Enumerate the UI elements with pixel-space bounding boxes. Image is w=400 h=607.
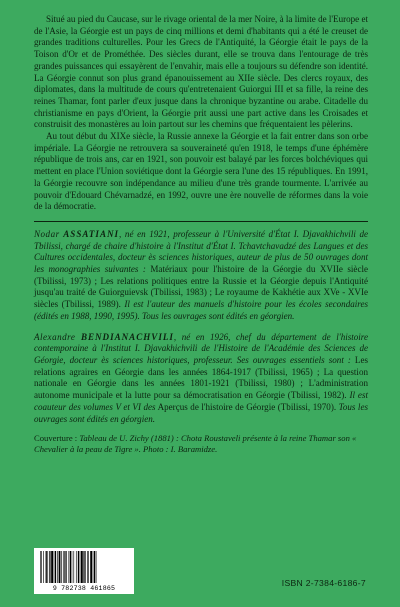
cover-credit-label: Couverture :	[34, 433, 78, 444]
author-bio-works-2: Aperçus de l'histoire de Géorgie (Tbilissi, 1970).	[155, 401, 337, 412]
author-surname: BENDIANACHVILI	[80, 331, 174, 342]
author-bio-works: Les relations agraires en Géorgie dans les années 1864-1917 (Tbilissi, 1965) ; La question nationale en Géorgie dans les années 1801-1921 (Tbilissi, 1980) ; L'administration autonome municipale et la lutte pour sa démocratisation en Géorgie (Tbilissi, 1982).	[34, 354, 368, 401]
author-bio-lead: , né en 1921, professeur à l'Université d'État I. Djavakhichvili de Tbilissi, chargé de chaire d'histoire à l'Institut d'État I. Tchavtchavadzé des Langues et des Cultures occidentales, docteur ès sciences historiques, auteur de plus de 50 ouvrages dont les monographies suivantes :	[34, 228, 369, 275]
author-bio-tail: Il est coauteur des volumes V et VI des	[34, 390, 368, 412]
intro-paragraph-2: Au tout début du XIXe siècle, la Russie annexe la Géorgie et la fait entrer dans son orbe impériale. La Géorgie ne retrouvera sa souveraineté qu'en 1918, le temps d'une éphémère république de trois ans, car en 1921, son pouvoir est balayé par les forces bolchéviques qui mettent en place l'Union soviétique dont la Géorgie sera l'une des 15 républiques. En 1991, la Géorgie recouvre son indépendance au milieu d'une très grande tourmente. L'arrivée au pouvoir d'Edouard Chévarnadzé, en 1992, ouvre une ère nouvelle de réformes dans la voie de la démocratie.	[34, 131, 368, 212]
author-firstname: Nodar	[34, 228, 60, 239]
intro-paragraph-1: Situé au pied du Caucase, sur le rivage oriental de la mer Noire, à la limite de l'Europe et de l'Asie, la Géorgie est un pays de cinq millions et demi d'habitants qui a été le creuset de grandes traditions culturelles. Pour les Grecs de l'Antiquité, la Géorgie était le pays de la Toison d'Or et de Prométhée. Des siècles durant, elle se trouva dans l'entourage de très grandes puissances qui essayèrent de l'envahir, mais elle a toujours su défendre son identité. La Géorgie connut son plus grand épanouissement au XIIe siècle. Des clercs royaux, des diplomates, dans la multitude de cours qu'entretenaient Guiorgui III et sa fille, la reine des reines Thamar, font parler d'eux jusque dans la chronique byzantine ou arabe. Citadelle du christianisme en pays d'Orient, la Géorgie prit aussi une part active dans les Croisades et construisit des monastères au loin partout sur les chemins que fréquentaient les pèlerins.	[34, 14, 368, 130]
barcode	[34, 548, 134, 594]
author-bio-bendianachvili	[34, 332, 368, 426]
barcode-digits: 9 782738 461865	[52, 585, 116, 592]
isbn-number: ISBN 2-7384-6186-7	[281, 578, 366, 588]
cover-credit-text: Tableau de U. Zichy (1881) : Chota Roustaveli présente à la reine Thamar son « Chevalier à la peau de Tigre ». Photo : I. Baramidze.	[34, 433, 357, 455]
author-bio-tail-2: Tous les ouvrages sont édités en géorgien.	[34, 401, 368, 424]
divider-rule	[34, 221, 368, 222]
cover-credit	[34, 433, 368, 455]
author-bio-assatiani	[34, 229, 368, 323]
author-bio-lead: , né en 1926, chef du département de l'histoire contemporaine à l'Institut I. Djavakhichvili de l'Histoire de l'Académie des Sciences de Géorgie, docteur ès sciences historiques, professeur. Ses ouvrages essentiels sont :	[34, 331, 369, 365]
barcode-bars	[40, 551, 128, 583]
author-firstname: Alexandre	[34, 331, 76, 342]
author-surname: ASSATIANI	[63, 228, 120, 239]
author-bio-works: Matériaux pour l'histoire de la Géorgie du XVIIe siècle (Tbilissi, 1973) ; Les relations politiques entre la Russie et la Géorgie depuis l'Antiquité jusqu'au traité de Guiorguievsk (Tbilissi, 1983) ; Le royaume de Kakhétie aux XVe - XVIe siècles (Tbilissi, 1989).	[34, 264, 368, 310]
author-bio-tail: Il est l'auteur des manuels d'histoire pour les écoles secondaires (édités en 1988, 1990, 1995). Tous les ouvrages sont édités en géorgien.	[34, 299, 368, 321]
